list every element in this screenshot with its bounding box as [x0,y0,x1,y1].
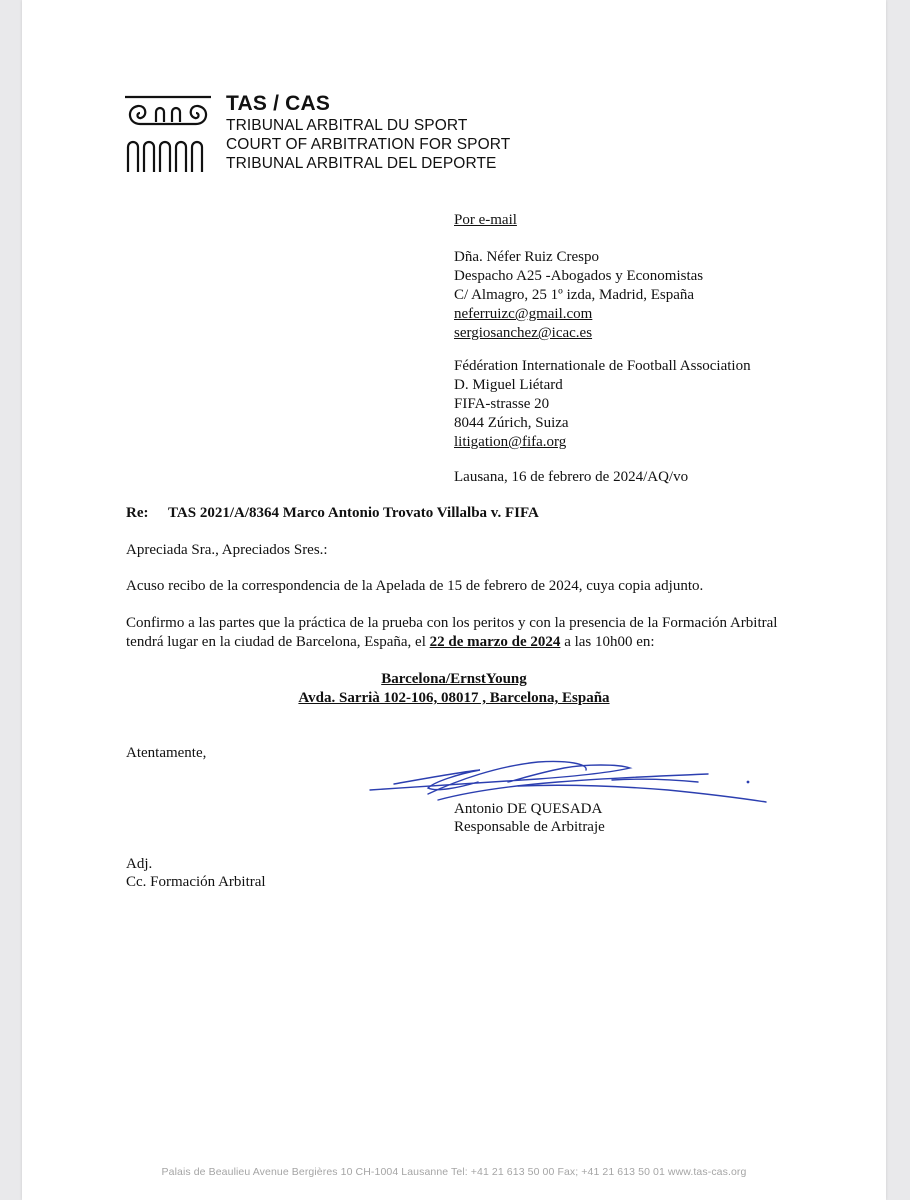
brand-line-en: COURT OF ARBITRATION FOR SPORT [226,136,511,153]
paragraph-2-line-2 [126,633,655,652]
brand-line-es: TRIBUNAL ARBITRAL DEL DEPORTE [226,155,497,172]
attachments: Adj. [126,856,153,872]
subject-text: TAS 2021/A/8364 Marco Antonio Trovato Villalba v. FIFA [168,505,539,521]
place-date: Lausana, 16 de febrero de 2024/AQ/vo [454,469,689,485]
recipient-2-street: FIFA-strasse 20 [454,396,550,412]
brand-line-fr: TRIBUNAL ARBITRAL DU SPORT [226,117,468,134]
venue-name: Barcelona/ErnstYoung [381,671,527,687]
subject-label: Re: [126,505,149,521]
recipient-1-name: Dña. Néfer Ruiz Crespo [454,249,599,265]
footer-contact: Palais de Beaulieu Avenue Bergières 10 CH-1004 Lausanne Tel: +41 21 613 50 00 Fax; +41 21 613 50 01 www.tas-cas.org [161,1166,747,1178]
brand-title: TAS / CAS [226,92,331,115]
recipient-2-email[interactable]: litigation@fifa.org [454,434,567,450]
recipient-2 [454,357,751,452]
recipient-2-name: D. Miguel Liétard [454,377,563,393]
hearing-date: 22 de marzo de 2024 [429,634,561,650]
closing: Atentamente, [126,745,207,761]
recipient-1-address: C/ Almagro, 25 1º izda, Madrid, España [454,287,695,303]
recipient-1-email-2[interactable]: sergiosanchez@icac.es [454,325,593,341]
brand-block [226,92,510,173]
delivery-method: Por e-mail [454,212,517,228]
paragraph-2-after: a las 10h00 en: [560,634,655,650]
recipient-2-org: Fédération Internationale de Football Association [454,358,751,374]
letter-page [22,0,886,1200]
paragraph-1: Acuso recibo de la correspondencia de la Apelada de 15 de febrero de 2024, cuya copia adjunto. [126,578,704,594]
signatory-title: Responsable de Arbitraje [454,819,605,835]
signatory-name: Antonio DE QUESADA [454,801,603,817]
cc-line: Cc. Formación Arbitral [126,874,266,890]
salutation: Apreciada Sra., Apreciados Sres.: [126,542,328,558]
recipient-1-email-1[interactable]: neferruizc@gmail.com [454,306,593,322]
venue-address: Avda. Sarrià 102-106, 08017 , Barcelona, España [298,690,610,706]
recipient-1-firm: Despacho A25 -Abogados y Economistas [454,268,704,284]
paragraph-2-before: tendrá lugar en la ciudad de Barcelona, España, el [126,634,430,650]
recipient-1 [454,248,703,343]
recipient-2-city: 8044 Zúrich, Suiza [454,415,569,431]
cas-logo-icon [122,92,214,174]
paragraph-2-line-1: Confirmo a las partes que la práctica de la prueba con los peritos y con la presencia de la Formación Arbitral [126,615,778,631]
